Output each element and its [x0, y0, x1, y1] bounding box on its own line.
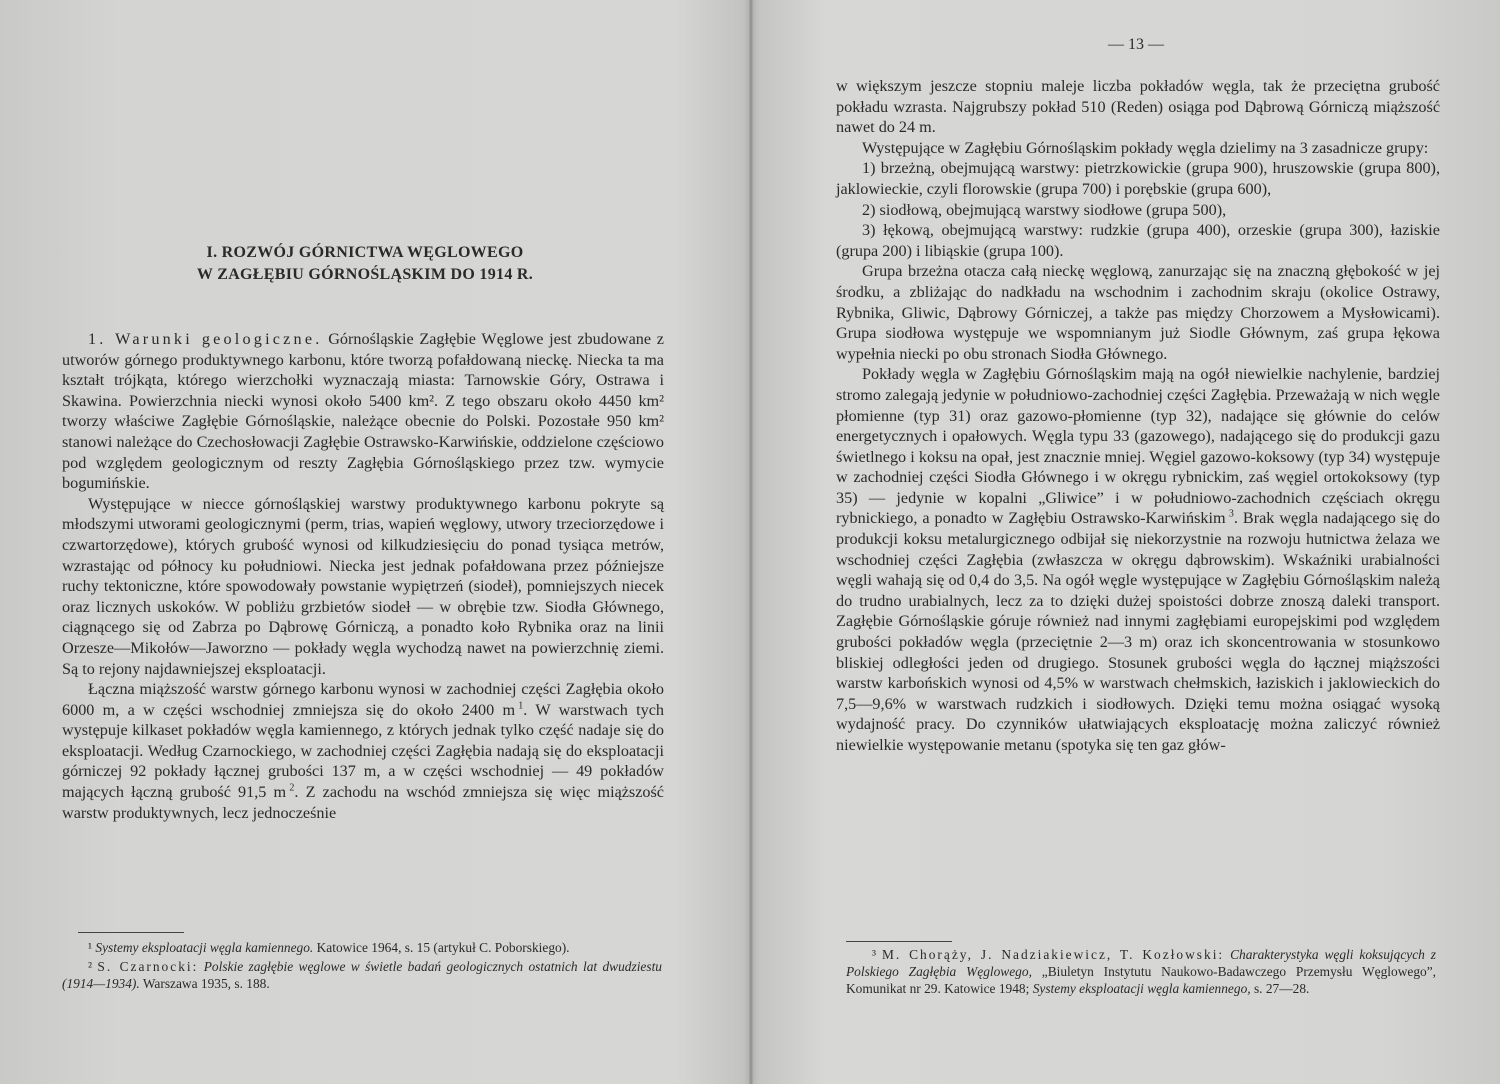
paragraph: w większym jeszcze stopniu maleje liczba pokładów węgla, tak że przeciętna grubość pokładu wzrasta. Najgrubszy pokład 510 (Reden) osiąga pod Dąbrową Górniczą miąższość nawet do 24 m.	[836, 77, 1440, 137]
footnote: ³ M. Chorąży, J. Nadziakiewicz, T. Kozłowski: Charakterystyka węgli koksujących z Polskiego Zagłębia Węglowego, „Biuletyn Instytutu Naukowo-Badawczego Przemysłu Węglowego”, Komunikat nr 29. Katowice 1948; Systemy eksploatacji węgla kamiennego, s. 27—28.	[846, 947, 1436, 997]
footnote-ref[interactable]: 2	[289, 782, 295, 794]
chapter-title-line-2: W ZAGŁĘBIU GÓRNOŚLĄSKIM DO 1914 R.	[196, 266, 534, 283]
list-item: 3) łękową, obejmującą warstwy: rudzkie (grupa 400), orzeskie (grupa 300), łaziskie (grupa 200) i libiąskie (grupa 100).	[836, 221, 1440, 260]
right-body-text	[836, 76, 1440, 756]
list-item: 2) siodłową, obejmującą warstwy siodłowe (grupa 500),	[862, 200, 1227, 219]
footnote-divider	[78, 932, 184, 933]
paragraph: Grupa brzeżna otacza całą nieckę węglową, zanurzając się na znaczną głębokość w jej środku, a zbliżając do nadkładu na wschodnim i zachodnim skraju (okolice Ostrawy, Rybnika, Gliwic, Dąbrowy Górniczej, a także pas między Chorzowem a Mysłowicami). Grupa siodłowa występuje we wspomnianym już Siodle Głównym, zaś grupa łękowa wypełnia niecki po obu stronach Siodła Głównego.	[836, 262, 1440, 363]
paragraph: 1. Warunki geologiczne. Górnośląskie Zagłębie Węglowe jest zbudowane z utworów górnego produktywnego karbonu, które tworzą pofałdowaną nieckę. Niecka ta ma kształt trójkąta, którego wierzchołki wyznaczają miasta: Tarnowskie Góry, Ostrawa i Skawina. Powierzchnia niecki wynosi około 5400 km². Z tego obszaru około 4450 km² tworzy właściwe Zagłębie Górnośląskie, należące obecnie do Polski. Pozostałe 950 km² stanowi należące do Czechosłowacji Zagłębie Ostrawsko-Karwińskie, oddzielone częściowo pod względem geologicznym od reszty Zagłębia Górnośląskiego przez tzw. wymycie bogumińskie.	[62, 330, 664, 493]
right-footnotes	[846, 946, 1436, 1000]
left-footnotes	[62, 939, 662, 995]
paragraph: Łączna miąższość warstw górnego karbonu wynosi w zachodniej części Zagłębia około 6000 m, a w części wschodniej zmniejsza się do około 2400 m $^1$. W warstwach tych występuje kilkaset pokładów węgla kamiennego, z których jednak tylko część nadaje się do eksploatacji. Według Czarnockiego, w zachodniej części Zagłębia nadają się do eksploatacji górniczej 92 pokłady łącznej grubości 137 m, a w części wschodniej — 49 pokładów mających łączną grubość 91,5 m $^2$. Z zachodu na wschód zmniejsza się więc miąższość warstw produktywnych, lecz jednocześnie	[62, 680, 664, 822]
paragraph: Występujące w Zagłębiu Górnośląskim pokłady węgla dzielimy na 3 zasadnicze grupy:	[862, 138, 1429, 157]
left-body-text	[62, 329, 664, 823]
list-item: 1) brzeżną, obejmującą warstwy: pietrzkowickie (grupa 900), hruszowskie (grupa 800), jaklowieckie, czyli florowskie (grupa 700) i porębskie (grupa 600),	[836, 159, 1440, 198]
chapter-title-line-1: I. ROZWÓJ GÓRNICTWA WĘGLOWEGO	[206, 244, 524, 261]
page-number: — 13 —	[1108, 36, 1164, 53]
section-heading: 1. Warunki geologiczne.	[88, 330, 323, 348]
left-page	[0, 0, 748, 1084]
right-page	[754, 0, 1500, 1084]
footnote-divider	[846, 941, 952, 942]
paragraph: Występujące w niecce górnośląskiej warstwy produktywnego karbonu pokryte są młodszymi utworami geologicznymi (perm, trias, wapień węglowy, utwory trzeciorzędowe i czwartorzędowe), których grubość wynosi od kilkudziesięciu do ponad tysiąca metrów, wzrastając od północy ku południowi. Niecka jest jednak pofałdowana przez późniejsze ruchy tektoniczne, które spowodowały powstanie wypiętrzeń (siodeł), pomniejszych niecek oraz licznych uskoków. W pobliżu grzbietów siodeł — w obrębie tzw. Siodła Głównego, ciągnącego się od Zabrza po Dąbrowę Górniczą, a ponadto koło Rybnika oraz na linii Orzesze—Mikołów—Jaworzno — pokłady węgla wychodzą nawet na powierzchnię ziemi. Są to rejony najdawniejszej eksploatacji.	[62, 494, 664, 678]
paragraph: Pokłady węgla w Zagłębiu Górnośląskim mają na ogół niewielkie nachylenie, bardziej stromo zalegają jedynie w południowo-zachodniej części Zagłębia. Przeważają w nich węgle płomienne (typ 31) oraz gazowo-płomienne (typ 32), nadające się głównie do celów energetycznych i opałowych. Węgla typu 33 (gazowego), nadającego się do produkcji gazu świetlnego i koksu na opał, jest znacznie mniej. Węgiel gazowo-koksowy (typ 34) występuje w zachodniej części Siodła Głównego i w okręgu rybnickim, zaś węgiel ortokoksowy (typ 35) — jedynie w kopalni „Gliwice” i w południowo-zachodnich częściach okręgu rybnickiego, a ponadto w Zagłębiu Ostrawsko-Karwińskim $^3$. Brak węgla nadającego się do produkcji koksu metalurgicznego odbijał się niekorzystnie na rozwoju hutnictwa żelaza we wschodniej części Zagłębia (zwłaszcza w okręgu dąbrowskim). Wskaźniki urabialności węgli wahają się od 0,4 do 3,5. Na ogół węgle występujące w Zagłębiu Górnośląskim należą do trudno urabialnych, lecz za to dzięki dużej spoistości dobrze znoszą daleki transport. Zagłębie Górnośląskie góruje również nad innymi zagłębiami europejskimi pod względem grubości pokładów węgla (przeciętnie 2—3 m) oraz ich skoncentrowania w stosunkowo bliskiej odległości jeden od drugiego. Stosunek grubości węgla do łącznej miąższości warstw karbońskich wynosi od 4,5% w warstwach chełmskich, łaziskich i jaklowieckich do 7,5—9,6% w warstwach rudzkich i siodłowych. Dzięki temu można osiągać wysoką wydajność pracy. Do czynników ułatwiających eksploatację można zaliczyć również niewielkie występowanie metanu (spotyka się ten gaz głów-	[836, 365, 1440, 754]
footnote: ¹ Systemy eksploatacji węgla kamiennego. Katowice 1964, s. 15 (artykuł C. Poborskiego).	[88, 940, 570, 955]
footnote: ² S. Czarnocki: Polskie zagłębie węglowe w świetle badań geologicznych ostatnich lat dwudziestu (1914—1934). Warszawa 1935, s. 188.	[62, 959, 663, 992]
footnote-ref[interactable]: 3	[1228, 509, 1234, 521]
chapter-title	[150, 242, 580, 286]
footnote-ref[interactable]: 1	[518, 700, 524, 712]
